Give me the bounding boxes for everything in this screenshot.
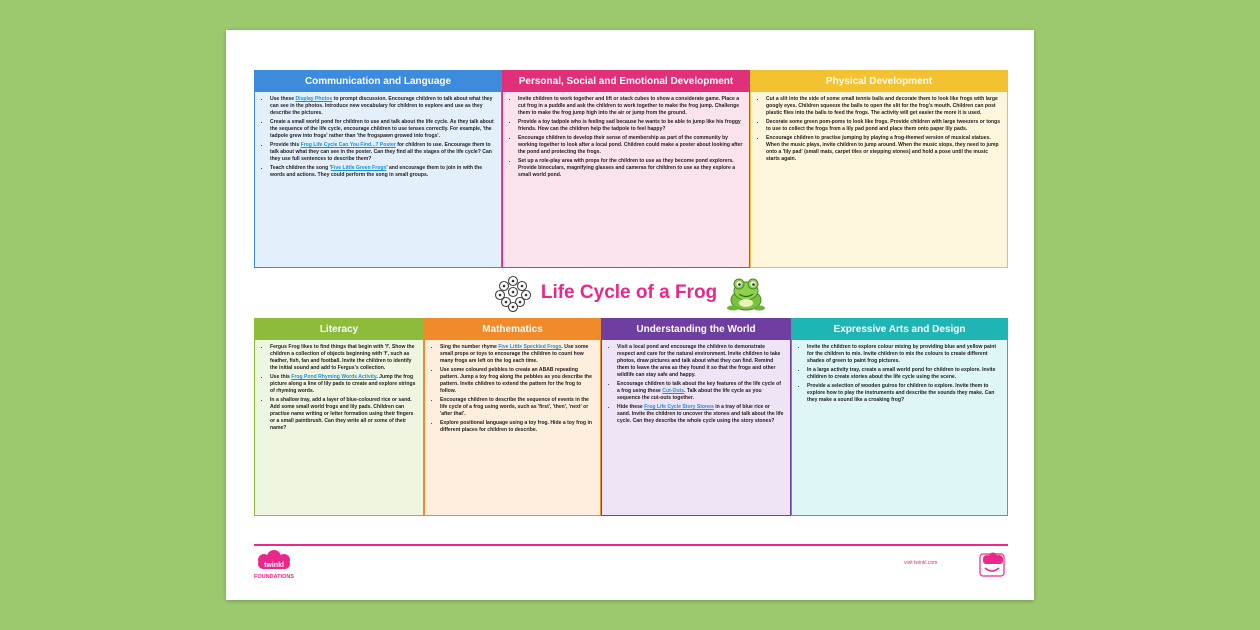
twinkl-foundations-logo <box>254 550 302 582</box>
bullet-item <box>807 383 1001 404</box>
bullet-text: Decorate some green pom-poms to look like frogs. Provide children with large tweezers or tongs to use to collect the frogs from a lily pad pond and place them onto paper lily pads. <box>766 119 1001 132</box>
resource-link[interactable]: Frog Life Cycle Can You Find...? Poster <box>300 142 396 148</box>
resource-link[interactable]: Frog Pond Rhyming Words Activity <box>291 374 377 380</box>
visit-link[interactable]: visit twinkl.com <box>904 560 938 566</box>
panel-understanding-the-world <box>601 318 791 516</box>
panel-literacy <box>254 318 424 516</box>
bullet-text: Encourage children to describe the sequence of events in the life cycle of a frog using words, such as 'first', 'then', 'next' or 'after that'. <box>440 397 589 417</box>
panel-heading: Literacy <box>254 318 424 340</box>
bullet-item <box>270 119 495 140</box>
bullet-text: Sing the number rhyme <box>440 344 499 350</box>
bullet-text: Encourage children to develop their sense of membership as part of the community by working together to look after a local pond. Children could make a poster about looking after the pond and protecting the frogs. <box>518 135 743 155</box>
bullet-item <box>807 367 1001 381</box>
bullet-list <box>261 344 417 432</box>
bullet-item <box>270 165 495 179</box>
bullet-text: Provide a selection of wooden guiros for children to explore. Invite them to explore how to play the instruments and describe the sounds they make. Can they make a sound like a croaking frog? <box>807 383 995 403</box>
frogspawn-icon <box>493 274 533 312</box>
footer-divider <box>254 544 1008 546</box>
bullet-text: for children to use. Encourage them to talk about what they can see in the poster. Can they find all the stages of the life cycle? Can they use full sentences to describe them? <box>270 142 492 162</box>
panel-heading: Personal, Social and Emotional Development <box>502 70 750 92</box>
panel-body <box>502 92 750 268</box>
bullet-text: Cut a slit into the side of some small tennis balls and decorate them to look like frogs with large googly eyes. Children squeeze the balls to open the slit for the frog's mouth. Children can post plastic flies into the balls to feed the frogs. The activity will get easier the more it is used. <box>766 96 998 116</box>
panel-body <box>791 340 1008 516</box>
bullet-text: . Use some small props or toys to encourage the children to count how many frogs are left on the log each time. <box>440 344 589 364</box>
resource-link[interactable]: Five Little Speckled Frogs <box>498 344 562 350</box>
bullet-item <box>766 119 1001 133</box>
bullet-item <box>440 344 594 365</box>
bullet-item <box>766 135 1001 163</box>
panel-heading: Communication and Language <box>254 70 502 92</box>
bullet-text: Invite the children to explore colour mixing by providing blue and yellow paint for the children to mix. Invite children to mix the colours to create different shades of green to paint frog pictures. <box>807 344 997 364</box>
panel-body <box>601 340 791 516</box>
bullet-item <box>807 344 1001 365</box>
panel-communication-and-language <box>254 70 502 268</box>
bullet-list <box>509 96 743 179</box>
bullet-item <box>766 96 1001 117</box>
bullet-text: in a tray of blue rice or sand. Invite the children to uncover the stones and talk about the life cycle. Can they describe the whole cycle using the story stones? <box>617 404 784 424</box>
bullet-text: Visit a local pond and encourage the children to demonstrate respect and care for the natural environment. Invite children to take photos, draw pictures and talk about what they can find. Remind them to leave the area as they found it so that the frogs and other wildlife can stay safe and happy. <box>617 344 781 378</box>
bullet-text: Encourage children to talk about the key features of the life cycle of a frog using these <box>617 381 781 394</box>
panel-heading: Mathematics <box>424 318 601 340</box>
bullet-item <box>518 158 743 179</box>
resource-link[interactable]: Display Photos <box>295 96 333 102</box>
resource-link[interactable]: Five Little Green Frogs <box>330 165 387 171</box>
bullet-text: Fergus Frog likes to find things that begin with 'f'. Show the children a collection of objects beginning with 'f', such as feather, fish, fan and football. Invite the children to identify the initial sound and add to Fergus's collection. <box>270 344 415 371</box>
bullet-list <box>608 344 784 425</box>
svg-text:twinkl: twinkl <box>264 562 284 569</box>
bullet-text: Use some coloured pebbles to create an ABAB repeating pattern. Jump a toy frog along the pebbles as you describe the pattern. Invite children to extend the pattern for the frog to follow. <box>440 367 592 394</box>
bullet-list <box>798 344 1001 404</box>
bullet-text: to prompt discussion. Encourage children to talk about what they can see in the photos. Introduce new vocabulary for children to explore and use as they describe the pictures. <box>270 96 493 116</box>
bullet-list <box>431 344 594 434</box>
bullet-item <box>617 404 784 425</box>
panel-physical-development <box>750 70 1008 268</box>
bullet-item <box>617 344 784 379</box>
bullet-text: Use these <box>270 96 296 102</box>
bullet-text: Set up a role-play area with props for the children to use as they become pond explorers. Provide binoculars, magnifying glasses and cameras for children to use as they explore a small world pond. <box>518 158 736 178</box>
svg-text:FOUNDATIONS: FOUNDATIONS <box>254 574 294 580</box>
bullet-text: In a shallow tray, add a layer of blue-coloured rice or sand. Add some small world frogs and lily pads. Children can practise name writing or letter formation using their fingers or a small paintbrush. Can they write all or some of their name? <box>270 397 414 431</box>
bullet-item <box>270 142 495 163</box>
bullet-item <box>440 420 594 434</box>
bullet-text: Use this <box>270 374 292 380</box>
bullet-text: . Talk about the life cycle as you sequence the cut-outs together. <box>617 388 762 401</box>
document-page <box>226 30 1034 600</box>
panel-expressive-arts-and-design <box>791 318 1008 516</box>
bottom-panels <box>254 318 1008 516</box>
frog-icon <box>725 274 767 312</box>
bullet-text: Explore positional language using a toy frog. Hide a toy frog in different places for children to describe. <box>440 420 592 433</box>
bullet-item <box>518 96 743 117</box>
top-panels <box>254 70 1008 268</box>
panel-heading: Expressive Arts and Design <box>791 318 1008 340</box>
panel-heading: Understanding the World <box>601 318 791 340</box>
panel-heading: Physical Development <box>750 70 1008 92</box>
bullet-text: Create a small world pond for children to use and talk about the life cycle. As they talk about the sequence of the life cycle, encourage children to use tenses correctly. For example, 'the tadpole grew into frogs' rather than 'the frogspawn growed into frogs'. <box>270 119 494 139</box>
panel-body <box>424 340 601 516</box>
twinkl-badge-logo <box>976 550 1008 582</box>
bullet-text: Invite children to work together and lift or stack cubes to show a considerate game. Place a cut frog in a puddle and ask the children to work together to make the frog jump. Challenge them to make the frog jump high into the air or jump from the ground. <box>518 96 740 116</box>
title-row <box>226 274 1034 312</box>
bullet-text: ' and encourage them to join in with the words and actions. They could perform the song in small groups. <box>270 165 483 178</box>
panel-body <box>254 340 424 516</box>
bullet-text: . Jump the frog picture along a line of lily pads to create and explore strings of rhyming words. <box>270 374 416 394</box>
bullet-list <box>261 96 495 179</box>
bullet-text: Encourage children to practise jumping by playing a frog-themed version of musical statues. When the music plays, invite children to jump around. When the music stops, they need to jump onto a 'lily pad' (small mats, carpet tiles or stepping stones) and hold a pose until the music starts again. <box>766 135 999 162</box>
bullet-list <box>757 96 1001 163</box>
bullet-text: Provide a toy tadpole who is feeling sad because he wants to be able to jump like his froggy friends. How can the children help the tadpole to feel happy? <box>518 119 741 132</box>
panel-mathematics <box>424 318 601 516</box>
bullet-item <box>440 397 594 418</box>
panel-body <box>254 92 502 268</box>
bullet-text: In a large activity tray, create a small world pond for children to explore. Invite children to create stories about the life cycle using the scene. <box>807 367 996 380</box>
bullet-item <box>518 135 743 156</box>
bullet-item <box>270 374 417 395</box>
bullet-item <box>270 96 495 117</box>
resource-link[interactable]: Cut-Outs <box>662 388 685 394</box>
bullet-item <box>270 344 417 372</box>
bullet-item <box>617 381 784 402</box>
bullet-text: Provide this <box>270 142 301 148</box>
resource-link[interactable]: Frog Life Cycle Story Stones <box>644 404 714 410</box>
bullet-item <box>270 397 417 432</box>
page-title: Life Cycle of a Frog <box>540 282 718 303</box>
panel-body <box>750 92 1008 268</box>
bullet-text: Hide these <box>617 404 645 410</box>
bullet-item <box>440 367 594 395</box>
bullet-text: Teach children the song ' <box>270 165 331 171</box>
panel-personal-social-emotional <box>502 70 750 268</box>
bullet-item <box>518 119 743 133</box>
